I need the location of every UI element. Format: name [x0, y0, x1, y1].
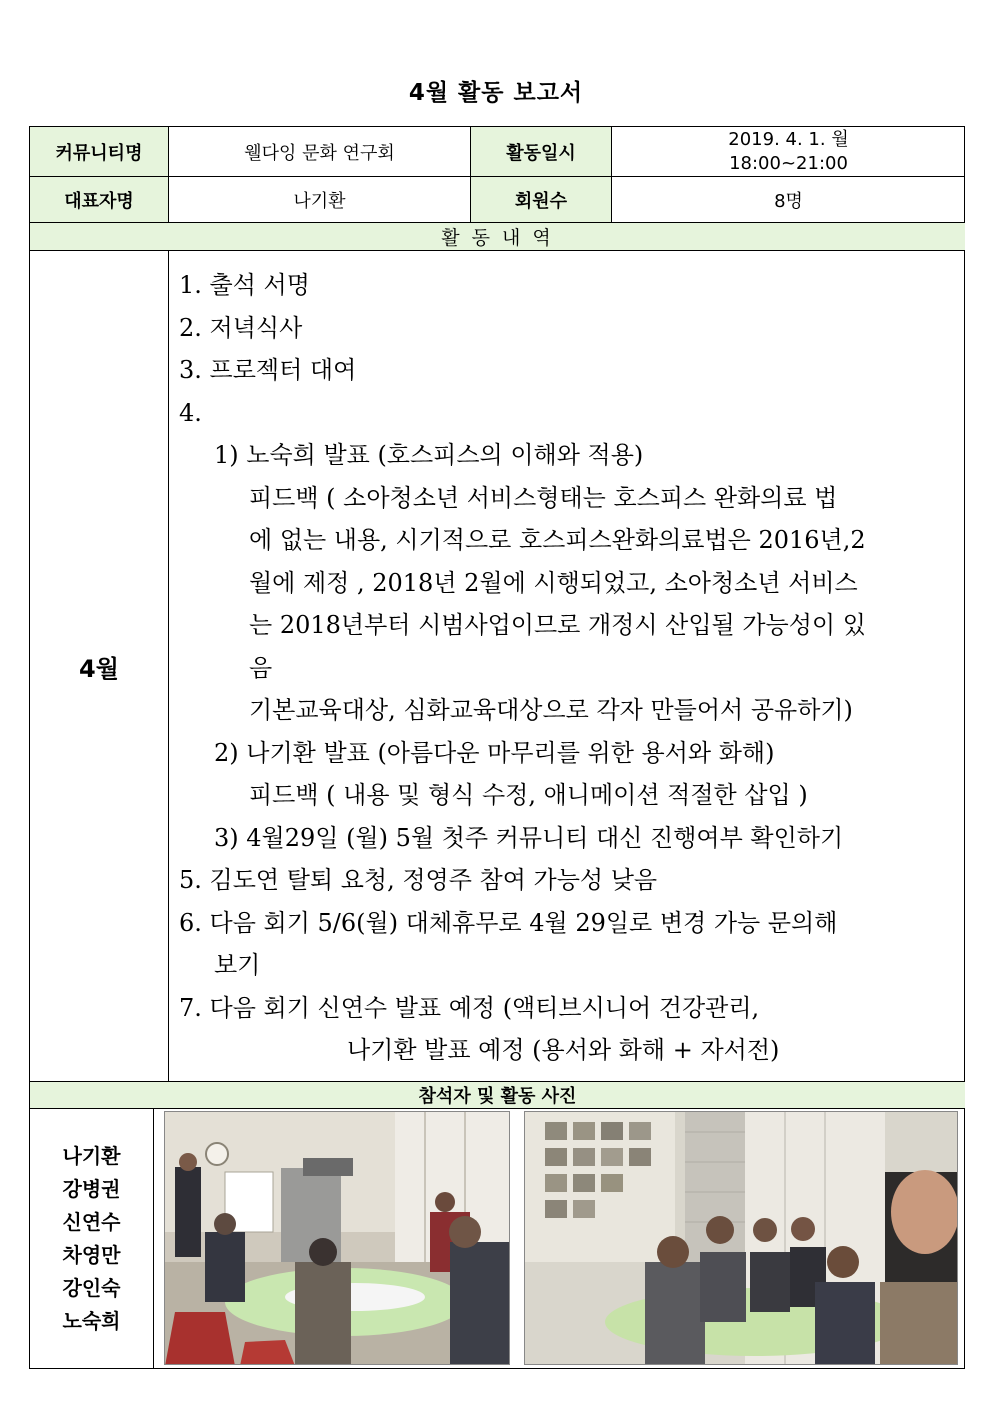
- attendee-name: 강인숙: [62, 1276, 121, 1300]
- activity-line: 3. 프로젝터 대여: [179, 356, 357, 384]
- report-table: [29, 126, 965, 1369]
- activity-line: 5. 김도연 탈퇴 요청, 정영주 참여 가능성 낮음: [179, 866, 658, 894]
- activity-photo-1: [164, 1111, 510, 1365]
- report-title: 4월 활동 보고서: [408, 80, 584, 106]
- activity-photo-2: [524, 1111, 958, 1365]
- attendee-name: 신연수: [62, 1210, 121, 1234]
- members-label: 회원수: [471, 177, 612, 223]
- activity-line: 나기환 발표 예정 (용서와 화해 + 자서전): [347, 1036, 780, 1064]
- date-value: [612, 127, 965, 177]
- date-line2: 18:00~21:00: [729, 152, 848, 174]
- rep-value: 나기환: [169, 177, 471, 223]
- activity-line: 6. 다음 회기 5/6(월) 대체휴무로 4월 29일로 변경 가능 문의해: [179, 908, 838, 937]
- activity-line: 음: [249, 653, 273, 682]
- activity-line: 월에 제정 , 2018년 2월에 시행되었고, 소아청소년 서비스: [249, 568, 858, 597]
- attendee-name: 강병권: [62, 1177, 121, 1201]
- community-label: 커뮤니티명: [30, 127, 169, 177]
- photos-header: 참석자 및 활동 사진: [30, 1082, 965, 1109]
- activity-line: 4.: [179, 398, 202, 427]
- activity-line: 2) 나기환 발표 (아름다운 마무리를 위한 용서와 화해): [214, 738, 775, 767]
- activity-header: 활 동 내 역: [30, 223, 965, 251]
- activity-line: 는 2018년부터 시범사업이므로 개정시 산입될 가능성이 있: [249, 611, 866, 639]
- attendee-name: 나기환: [62, 1144, 121, 1168]
- attendee-name: 노숙희: [62, 1309, 121, 1333]
- activity-line: 3) 4월29일 (월) 5월 첫주 커뮤니티 대신 진행여부 확인하기: [214, 823, 844, 852]
- attendee-list: [30, 1109, 154, 1369]
- activity-line: 피드백 ( 소아청소년 서비스형태는 호스피스 완화의료 법: [249, 483, 838, 512]
- activity-line: 7. 다음 회기 신연수 발표 예정 (액티브시니어 건강관리,: [179, 993, 760, 1022]
- month-cell: 4월: [30, 251, 169, 1082]
- date-line1: 2019. 4. 1. 월: [728, 128, 849, 150]
- activity-content: [169, 251, 965, 1082]
- activity-line: 피드백 ( 내용 및 형식 수정, 애니메이션 적절한 삽입 ): [249, 781, 808, 809]
- community-value: 웰다잉 문화 연구회: [169, 127, 471, 177]
- members-value: 8명: [612, 177, 965, 223]
- activity-line: 2. 저녁식사: [179, 313, 303, 342]
- activity-line: 1) 노숙희 발표 (호스피스의 이해와 적용): [214, 441, 644, 469]
- rep-label: 대표자명: [30, 177, 169, 223]
- date-label: 활동일시: [471, 127, 612, 177]
- activity-line: 에 없는 내용, 시기적으로 호스피스완화의료법은 2016년,2: [249, 526, 866, 554]
- activity-line: 기본교육대상, 심화교육대상으로 각자 만들어서 공유하기): [249, 696, 853, 724]
- activity-line: 1. 출석 서명: [179, 271, 310, 299]
- attendee-name: 차영만: [62, 1243, 121, 1267]
- activity-line: 보기: [214, 951, 261, 979]
